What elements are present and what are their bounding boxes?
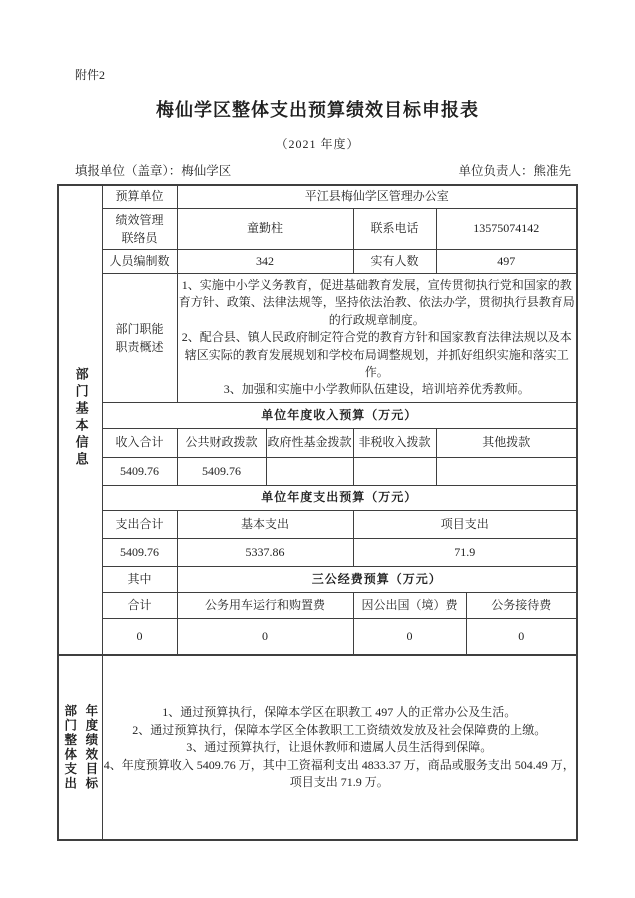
three-public-val-vehicle: 0 bbox=[177, 618, 353, 655]
table-row bbox=[58, 428, 577, 457]
table-row bbox=[58, 538, 577, 566]
three-public-val-reception: 0 bbox=[466, 618, 577, 655]
three-public-val-abroad: 0 bbox=[353, 618, 466, 655]
income-col-other: 其他拨款 bbox=[436, 428, 577, 457]
income-col-nontax: 非税收入拨款 bbox=[353, 428, 436, 457]
section-basic-info-label bbox=[58, 185, 102, 655]
annual-target-vertical-text: 年度绩效目标 bbox=[83, 704, 98, 792]
phone-label: 联系电话 bbox=[353, 208, 436, 249]
table-row bbox=[58, 655, 577, 840]
responsible-person-text: 单位负责人：熊准先 bbox=[458, 164, 571, 178]
table-row bbox=[58, 592, 577, 618]
income-val-other bbox=[436, 457, 577, 485]
duties-label-text: 部门职能职责概述 bbox=[115, 321, 164, 354]
expense-col-basic: 基本支出 bbox=[177, 510, 353, 538]
liaison-label bbox=[102, 208, 177, 249]
expense-val-basic: 5337.86 bbox=[177, 538, 353, 566]
duty-item: 2、配合县、镇人民政府制定符合党的教育方针和国家教育法律法规以及本辖区实际的教育发展规划和学校布局调整规划，并抓好组织实施和落实工作。 bbox=[181, 330, 572, 379]
expense-val-total: 5409.76 bbox=[102, 538, 177, 566]
expense-col-total: 支出合计 bbox=[102, 510, 177, 538]
table-row bbox=[58, 566, 577, 592]
liaison-label-text: 绩效管理联络员 bbox=[115, 212, 164, 245]
income-val-nontax bbox=[353, 457, 436, 485]
table-row bbox=[58, 618, 577, 655]
income-val-total: 5409.76 bbox=[102, 457, 177, 485]
duties-label bbox=[102, 273, 177, 402]
section-overall-target-label bbox=[58, 655, 102, 840]
three-public-val-total: 0 bbox=[102, 618, 177, 655]
three-public-col-vehicle: 公务用车运行和购置费 bbox=[177, 592, 353, 618]
form-meta-line bbox=[75, 161, 571, 179]
duties-content bbox=[177, 273, 577, 402]
overall-expenditure-vertical-text: 部门整体支出 bbox=[62, 704, 77, 792]
staffing-value: 342 bbox=[177, 249, 353, 273]
among-which-label: 其中 bbox=[102, 566, 177, 592]
expense-val-project: 71.9 bbox=[353, 538, 577, 566]
budget-performance-table bbox=[57, 184, 578, 841]
three-public-col-reception: 公务接待费 bbox=[466, 592, 577, 618]
budget-unit-label: 预算单位 bbox=[102, 185, 177, 208]
table-row bbox=[58, 457, 577, 485]
goal-item: 4、年度预算收入 5409.76 万，其中工资福利支出 4833.37 万，商品或服务支出 504.49 万，项目支出 71.9 万。 bbox=[103, 757, 575, 789]
table-row bbox=[58, 510, 577, 538]
income-col-total: 收入合计 bbox=[102, 428, 177, 457]
liaison-value: 童勤柱 bbox=[177, 208, 353, 249]
staffing-label: 人员编制数 bbox=[102, 249, 177, 273]
goal-item: 1、通过预算执行，保障本学区在职教工 497 人的正常办公及生活。 bbox=[162, 705, 517, 720]
year-subtitle: （2021 年度） bbox=[275, 137, 360, 151]
basic-info-vertical-text: 部门基本信息 bbox=[73, 366, 89, 469]
actual-staff-label: 实有人数 bbox=[353, 249, 436, 273]
table-row bbox=[58, 402, 577, 428]
expense-col-project: 项目支出 bbox=[353, 510, 577, 538]
budget-unit-value: 平江县梅仙学区管理办公室 bbox=[177, 185, 577, 208]
table-row bbox=[58, 249, 577, 273]
duty-item: 1、实施中小学义务教育，促进基础教育发展，宣传贯彻执行党和国家的教育方针、政策、法律法规等，坚持依法治教、依法办学，贯彻执行县教育局的行政规章制度。 bbox=[178, 278, 575, 327]
three-public-header: 三公经费预算（万元） bbox=[177, 566, 577, 592]
duty-item: 3、加强和实施中小学教师队伍建设，培训培养优秀教师。 bbox=[223, 382, 530, 397]
income-val-public-finance: 5409.76 bbox=[177, 457, 266, 485]
income-col-gov-fund: 政府性基金拨款 bbox=[266, 428, 353, 457]
income-section-header: 单位年度收入预算（万元） bbox=[102, 402, 577, 428]
three-public-col-total: 合计 bbox=[102, 592, 177, 618]
expense-section-header: 单位年度支出预算（万元） bbox=[102, 485, 577, 510]
table-row bbox=[58, 208, 577, 249]
income-val-gov-fund bbox=[266, 457, 353, 485]
filler-unit-text: 填报单位（盖章）：梅仙学区 bbox=[75, 164, 232, 178]
page-title: 梅仙学区整体支出预算绩效目标申报表 bbox=[156, 100, 479, 120]
goal-item: 2、通过预算执行，保障本学区全体教职工工资绩效发放及社会保障费的上缴。 bbox=[132, 722, 547, 737]
table-row bbox=[58, 185, 577, 208]
three-public-col-abroad: 因公出国（境）费 bbox=[353, 592, 466, 618]
actual-staff-value: 497 bbox=[436, 249, 577, 273]
table-row bbox=[58, 273, 577, 402]
income-col-public-finance: 公共财政拨款 bbox=[177, 428, 266, 457]
table-row bbox=[58, 485, 577, 510]
attachment-label: 附件2 bbox=[75, 68, 106, 82]
annual-target-content bbox=[102, 655, 577, 840]
goal-item: 3、通过预算执行，让退休教师和遗属人员生活得到保障。 bbox=[186, 740, 493, 755]
phone-value: 13575074142 bbox=[436, 208, 577, 249]
